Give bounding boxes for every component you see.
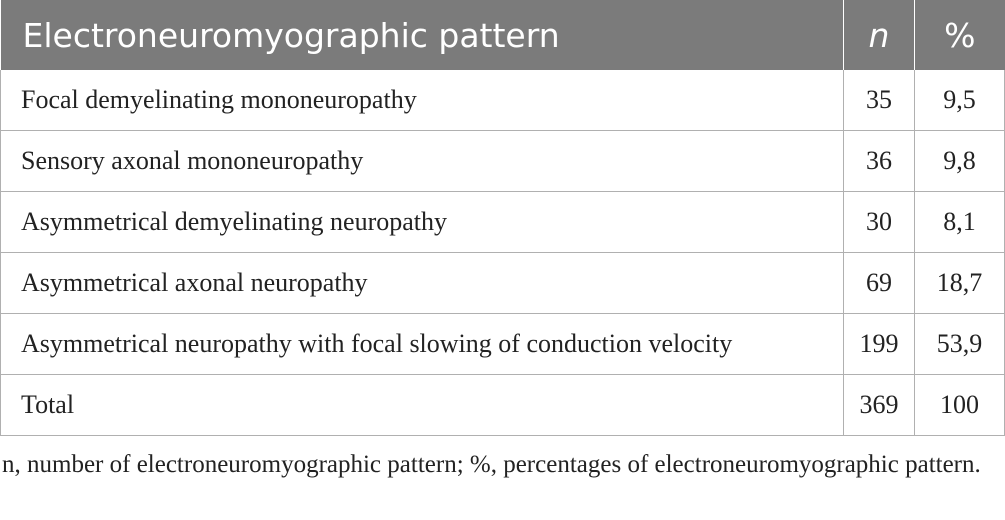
table-row-total [1,375,1005,436]
row-percent: 9,5 [915,70,1005,131]
table-row [1,314,1005,375]
table-footnote: n, number of electroneuromyographic pattern; %, percentages of electroneuromyographic pattern. [2,451,981,478]
row-label: Asymmetrical neuropathy with focal slowing of conduction velocity [1,314,844,375]
row-percent: 8,1 [915,192,1005,253]
row-percent: 9,8 [915,131,1005,192]
table-row [1,70,1005,131]
table-header-row [1,0,1005,70]
total-label: Total [1,375,844,436]
row-percent: 53,9 [915,314,1005,375]
table-row [1,253,1005,314]
row-label: Sensory axonal mononeuropathy [1,131,844,192]
table-row [1,192,1005,253]
row-label: Asymmetrical demyelinating neuropathy [1,192,844,253]
total-n: 369 [844,375,915,436]
row-n: 35 [844,70,915,131]
row-n: 199 [844,314,915,375]
total-percent: 100 [915,375,1005,436]
row-label: Focal demyelinating mononeuropathy [1,70,844,131]
header-n: n [844,0,915,70]
row-n: 30 [844,192,915,253]
header-pattern: Electroneuromyographic pattern [1,0,844,70]
header-percent: % [915,0,1005,70]
row-n: 36 [844,131,915,192]
table-row [1,131,1005,192]
row-percent: 18,7 [915,253,1005,314]
row-label: Asymmetrical axonal neuropathy [1,253,844,314]
row-n: 69 [844,253,915,314]
